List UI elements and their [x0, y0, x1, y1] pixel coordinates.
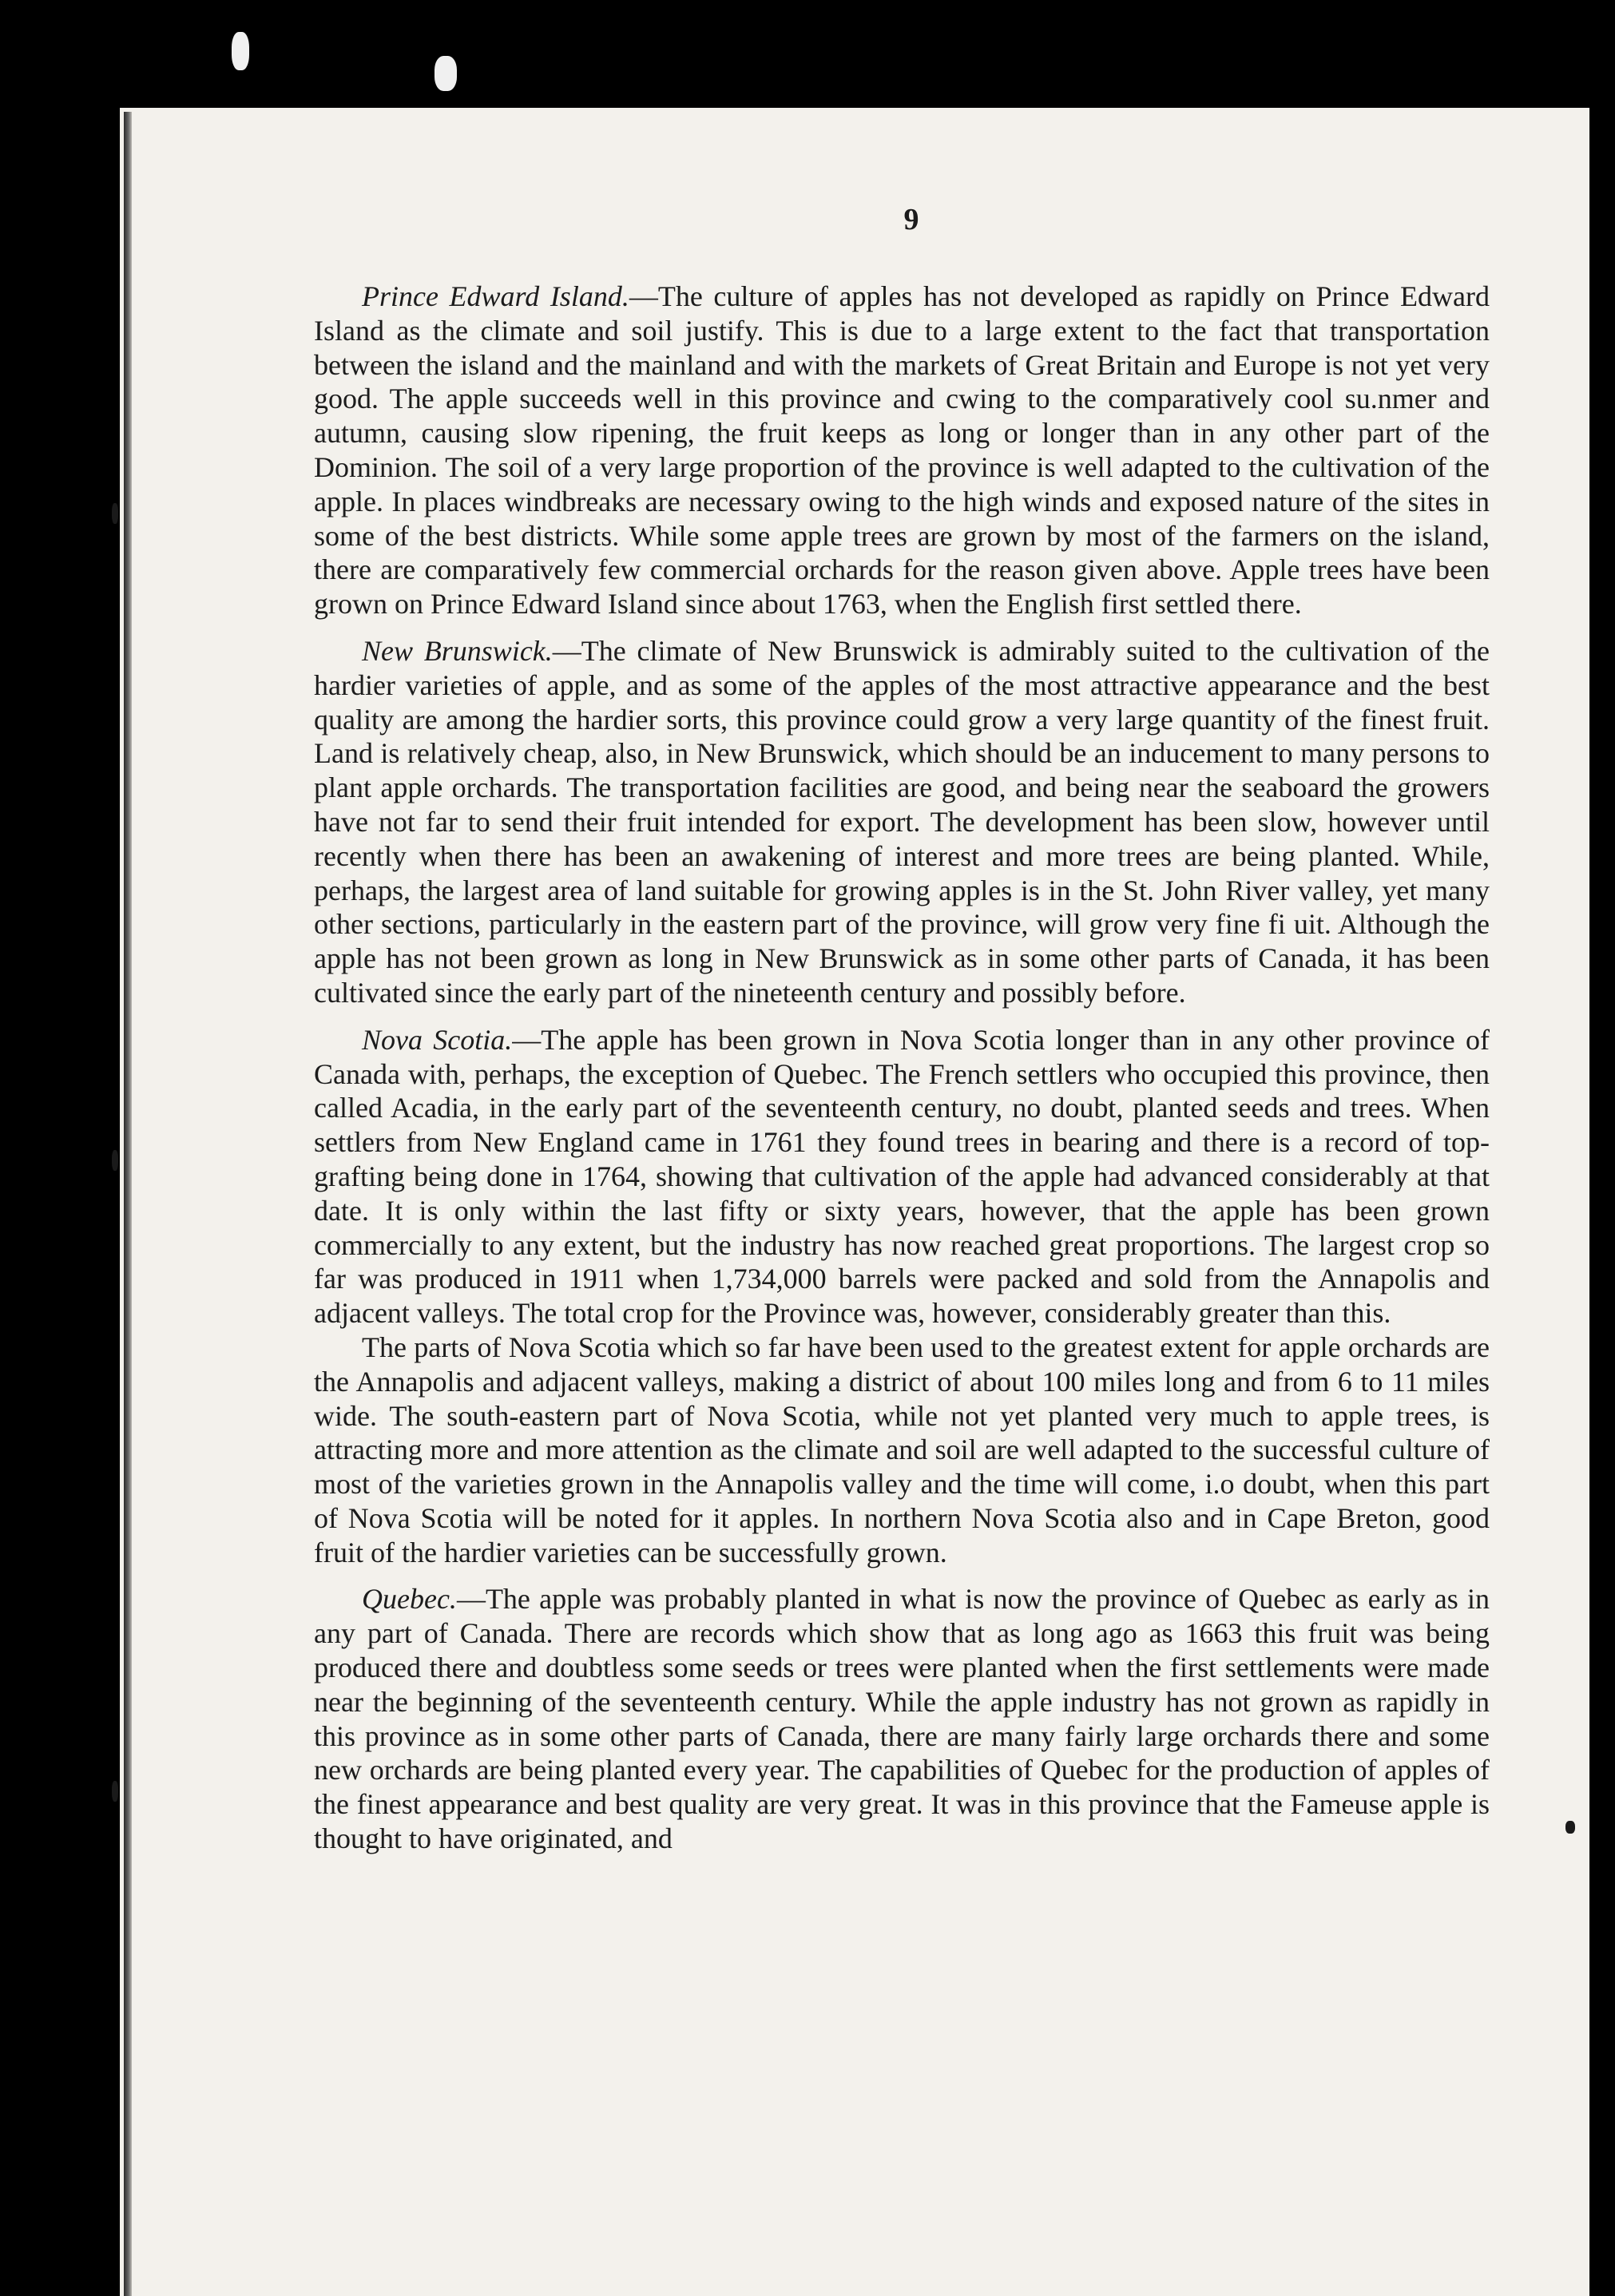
paragraph-heading: Quebec.	[362, 1583, 457, 1616]
paragraph-nova-scotia-continued	[314, 1330, 1490, 1570]
scan-mark	[435, 56, 457, 91]
paragraph-heading: Nova Scotia.	[362, 1023, 513, 1056]
paragraph-new-brunswick	[314, 634, 1490, 1010]
scan-mark	[112, 1150, 118, 1171]
scan-mark	[232, 32, 249, 70]
scan-left-border	[124, 112, 132, 2296]
paragraph-heading: New Brunswick.	[362, 634, 553, 667]
paragraph-text: —The culture of apples has not developed as rapidly on Prince Edward Island as the climate and soil justify. This is due to a large extent to the fact that transportation between the island and the mainland and with the markets of Great Britain and Europe is not yet very good. The apple succeeds well in this province and cwing to the comparatively cool su.nmer and autumn, causing slow ripening, the fruit keeps as long or longer than in any other part of the Dominion. The soil of a very large proportion of the province is well adapted to the cultivation of the apple. In places windbreaks are necessary owing to the high winds and exposed nature of the sites in some of the best districts. While some apple trees are grown by most of the farmers on the island, there are comparatively few commercial orchards for the reason given above. Apple trees have been grown on Prince Edward Island since about 1763, when the English first settled there.	[314, 280, 1490, 621]
body-text	[314, 280, 1490, 1856]
paragraph-nova-scotia	[314, 1023, 1490, 1330]
scan-mark	[1565, 1821, 1575, 1834]
paragraph-prince-edward-island	[314, 280, 1490, 621]
paragraph-heading: Prince Edward Island.	[362, 280, 629, 312]
scan-mark	[112, 503, 118, 524]
paragraph-text: The parts of Nova Scotia which so far have been used to the greatest extent for apple orchards are the Annapolis and adjacent valleys, making a district of about 100 miles long and from 6 to 11 miles wide. The south-eastern part of Nova Scotia, while not yet planted very much to apple trees, is attracting more and more attention as the climate and soil are well adapted to the successful culture of most of the varieties grown in the Annapolis valley and the time will come, i.o doubt, when this part of Nova Scotia will be noted for it apples. In northern Nova Scotia also and in Cape Breton, good fruit of the hardier varieties can be successfully grown.	[314, 1330, 1490, 1568]
paragraph-text: —The climate of New Brunswick is admirably suited to the cultivation of the hardier varieties of apple, and as some of the apples of the most attractive appearance and the best quality are among the hardier sorts, this province could grow a very large quantity of the finest fruit. Land is relatively cheap, also, in New Brunswick, which should be an inducement to many persons to plant apple orchards. The transportation facilities are good, and being near the seaboard the growers have not far to send their fruit intended for export. The development has been slow, however until recently when there has been an awakening of interest and more trees are being planted. While, perhaps, the largest area of land suitable for growing apples is in the St. John River valley, yet many other sections, particularly in the eastern part of the province, will grow very fine fi uit. Although the apple has not been grown as long in New Brunswick as in some other parts of Canada, it has been cultivated since the early part of the nineteenth century and possibly before.	[314, 634, 1490, 1009]
paragraph-quebec	[314, 1582, 1490, 1855]
paragraph-text: —The apple was probably planted in what is now the province of Quebec as early as in any part of Canada. There are records which show that as long ago as 1663 this fruit was being produced there and doubtless some seeds or trees were planted when the first settlements were made near the beginning of the seventeenth century. While the apple industry has not grown as rapidly in this province as in some other parts of Canada, there are many fairly large orchards there and some new orchards are being planted every year. The capabilities of Quebec for the production of apples of the finest appearance and best quality are very great. It was in this province that the Fameuse apple is thought to have originated, and	[314, 1583, 1490, 1855]
page-number: 9	[903, 203, 919, 236]
scan-mark	[112, 1781, 118, 1802]
paragraph-text: —The apple has been grown in Nova Scotia longer than in any other province of Canada with, perhaps, the exception of Quebec. The French settlers who occupied this province, then called Acadia, in the early part of the seventeenth century, no doubt, planted seeds and trees. When settlers from New England came in 1761 they found trees in bearing and there is a record of top-grafting being done in 1764, showing that cultivation of the apple had advanced considerably at that date. It is only within the last fifty or sixty years, however, that the apple has been grown commercially to any extent, but the industry has now reached great proportions. The largest crop so far was produced in 1911 when 1,734,000 barrels were packed and sold from the Annapolis and adjacent valleys. The total crop for the Province was, however, considerably greater than this.	[314, 1023, 1490, 1330]
